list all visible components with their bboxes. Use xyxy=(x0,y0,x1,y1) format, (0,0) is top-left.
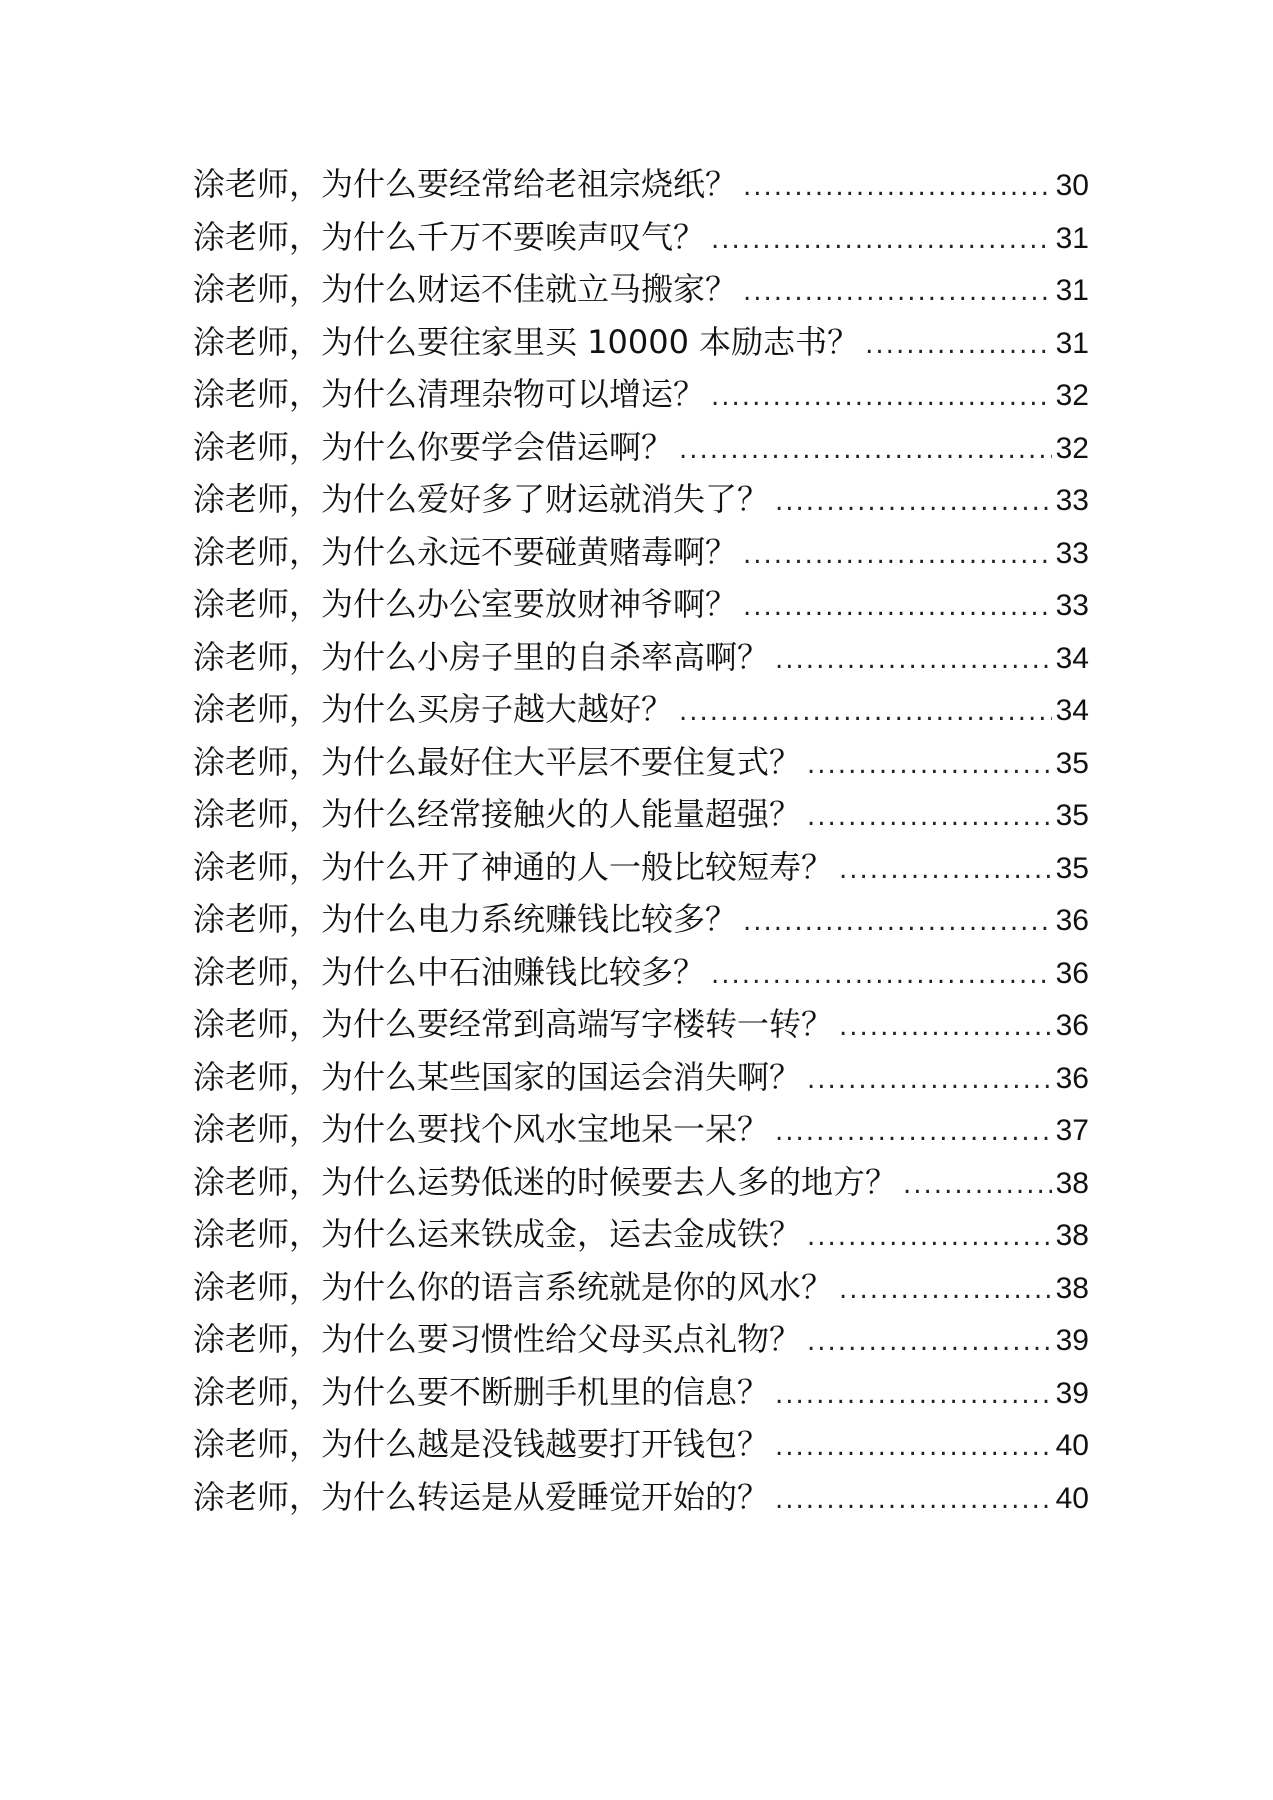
toc-entry-page-number: 35 xyxy=(1055,851,1089,885)
toc-dot-leader xyxy=(807,1211,1052,1261)
toc-entry-title: 涂老师，为什么转运是从爱睡觉开始的？ xyxy=(193,1477,770,1516)
toc-entry-page-number: 39 xyxy=(1055,1376,1089,1410)
toc-entry-title: 涂老师，为什么运来铁成金，运去金成铁？ xyxy=(193,1215,802,1253)
table-of-contents xyxy=(193,158,1089,1523)
toc-entry-page-number: 34 xyxy=(1055,641,1089,675)
toc-dot-leader xyxy=(743,896,1052,946)
toc-entry-page-number: 36 xyxy=(1055,956,1089,990)
toc-dot-leader xyxy=(679,686,1052,736)
toc-entry-page-number: 40 xyxy=(1055,1481,1089,1515)
toc-entry-title: 涂老师，为什么开了神通的人一般比较短寿？ xyxy=(193,847,834,886)
toc-entry-title: 涂老师，为什么爱好多了财运就消失了？ xyxy=(193,480,770,518)
toc-entry-page-number: 31 xyxy=(1055,221,1089,255)
toc-entry-page-number: 36 xyxy=(1055,1009,1089,1042)
toc-entry-title: 涂老师，为什么越是没钱越要打开钱包？ xyxy=(193,1425,770,1463)
toc-entry-page-number: 31 xyxy=(1055,326,1089,360)
toc-entry-page-number: 32 xyxy=(1055,431,1089,465)
toc-entry-title: 涂老师，为什么运势低迷的时候要去人多的地方？ xyxy=(193,1162,898,1201)
toc-entry-title: 涂老师，为什么千万不要唉声叹气？ xyxy=(193,217,706,256)
toc-entry[interactable] xyxy=(193,1103,1089,1156)
toc-entry-title: 涂老师，为什么要找个风水宝地呆一呆？ xyxy=(193,1110,770,1148)
toc-dot-leader xyxy=(775,634,1052,684)
toc-entry[interactable] xyxy=(193,158,1089,211)
toc-dot-leader xyxy=(839,1001,1052,1051)
toc-dot-leader xyxy=(711,949,1052,999)
toc-entry-page-number: 33 xyxy=(1055,484,1089,517)
toc-dot-leader xyxy=(743,581,1052,631)
toc-entry-title: 涂老师，为什么财运不佳就立马搬家？ xyxy=(193,270,738,308)
toc-entry-page-number: 30 xyxy=(1055,169,1089,202)
toc-dot-leader xyxy=(865,319,1051,369)
toc-entry-page-number: 37 xyxy=(1055,1114,1089,1147)
toc-entry-title: 涂老师，为什么永远不要碰黄赌毒啊？ xyxy=(193,532,738,571)
toc-entry[interactable] xyxy=(193,683,1089,736)
toc-dot-leader xyxy=(807,1316,1052,1366)
toc-entry[interactable] xyxy=(193,788,1089,841)
toc-entry-page-number: 38 xyxy=(1055,1271,1089,1305)
toc-entry-title: 涂老师，为什么要经常给老祖宗烧纸？ xyxy=(193,165,738,203)
toc-entry[interactable] xyxy=(193,578,1089,631)
toc-entry[interactable] xyxy=(193,631,1089,684)
toc-entry-page-number: 38 xyxy=(1055,1219,1089,1252)
toc-dot-leader xyxy=(743,266,1052,316)
toc-entry-page-number: 35 xyxy=(1055,746,1089,780)
toc-entry-page-number: 36 xyxy=(1055,904,1089,937)
toc-entry[interactable] xyxy=(193,368,1089,421)
toc-entry[interactable] xyxy=(193,421,1089,474)
toc-dot-leader xyxy=(775,1421,1052,1471)
toc-entry[interactable] xyxy=(193,1418,1089,1471)
toc-entry[interactable] xyxy=(193,211,1089,264)
toc-dot-leader xyxy=(775,1106,1052,1156)
toc-entry-page-number: 36 xyxy=(1055,1061,1089,1095)
toc-entry-title: 涂老师，为什么清理杂物可以增运？ xyxy=(193,375,706,413)
toc-entry[interactable] xyxy=(193,893,1089,946)
toc-entry-page-number: 32 xyxy=(1055,379,1089,412)
toc-dot-leader xyxy=(807,739,1052,789)
toc-entry[interactable] xyxy=(193,316,1089,369)
toc-dot-leader xyxy=(743,529,1052,579)
toc-entry-page-number: 40 xyxy=(1055,1429,1089,1462)
toc-entry-title: 涂老师，为什么小房子里的自杀率高啊？ xyxy=(193,637,770,676)
toc-entry-page-number: 33 xyxy=(1055,589,1089,622)
toc-dot-leader xyxy=(711,214,1052,264)
toc-entry-title: 涂老师，为什么某些国家的国运会消失啊？ xyxy=(193,1057,802,1096)
toc-entry[interactable] xyxy=(193,736,1089,789)
toc-entry[interactable] xyxy=(193,526,1089,579)
toc-entry-title: 涂老师，为什么买房子越大越好？ xyxy=(193,690,674,728)
toc-entry-page-number: 33 xyxy=(1055,536,1089,570)
toc-entry[interactable] xyxy=(193,263,1089,316)
toc-entry[interactable] xyxy=(193,841,1089,894)
toc-dot-leader xyxy=(839,1264,1052,1314)
toc-entry-title: 涂老师，为什么办公室要放财神爷啊？ xyxy=(193,585,738,623)
toc-entry[interactable] xyxy=(193,1366,1089,1419)
toc-entry-title: 涂老师，为什么你的语言系统就是你的风水？ xyxy=(193,1267,834,1306)
toc-dot-leader xyxy=(775,476,1052,526)
toc-entry-page-number: 38 xyxy=(1055,1166,1089,1200)
toc-entry[interactable] xyxy=(193,1051,1089,1104)
toc-entry-title: 涂老师，为什么要习惯性给父母买点礼物？ xyxy=(193,1320,802,1358)
toc-entry-title: 涂老师，为什么经常接触火的人能量超强？ xyxy=(193,795,802,833)
toc-entry[interactable] xyxy=(193,1471,1089,1524)
toc-entry[interactable] xyxy=(193,1313,1089,1366)
toc-entry-title: 涂老师，为什么要不断删手机里的信息？ xyxy=(193,1372,770,1411)
toc-entry-title: 涂老师，为什么要往家里买 10000 本励志书？ xyxy=(193,322,860,361)
toc-dot-leader xyxy=(807,1054,1052,1104)
toc-entry-title: 涂老师，为什么要经常到高端写字楼转一转？ xyxy=(193,1005,834,1043)
toc-dot-leader xyxy=(807,791,1052,841)
toc-entry[interactable] xyxy=(193,946,1089,999)
toc-dot-leader xyxy=(679,424,1052,474)
toc-entry[interactable] xyxy=(193,1208,1089,1261)
toc-dot-leader xyxy=(839,844,1052,894)
toc-entry[interactable] xyxy=(193,1156,1089,1209)
toc-entry-page-number: 34 xyxy=(1055,694,1089,727)
toc-entry-title: 涂老师，为什么你要学会借运啊？ xyxy=(193,427,674,466)
toc-dot-leader xyxy=(743,161,1052,211)
toc-dot-leader xyxy=(775,1369,1052,1419)
toc-entry-page-number: 31 xyxy=(1055,274,1089,307)
toc-entry[interactable] xyxy=(193,998,1089,1051)
toc-entry-page-number: 35 xyxy=(1055,799,1089,832)
toc-dot-leader xyxy=(711,371,1052,421)
toc-entry-title: 涂老师，为什么最好住大平层不要住复式？ xyxy=(193,742,802,781)
toc-entry-page-number: 39 xyxy=(1055,1324,1089,1357)
toc-entry-title: 涂老师，为什么中石油赚钱比较多？ xyxy=(193,952,706,991)
toc-entry-title: 涂老师，为什么电力系统赚钱比较多？ xyxy=(193,900,738,938)
toc-entry[interactable] xyxy=(193,1261,1089,1314)
toc-dot-leader xyxy=(775,1474,1052,1524)
toc-entry[interactable] xyxy=(193,473,1089,526)
toc-dot-leader xyxy=(903,1159,1052,1209)
